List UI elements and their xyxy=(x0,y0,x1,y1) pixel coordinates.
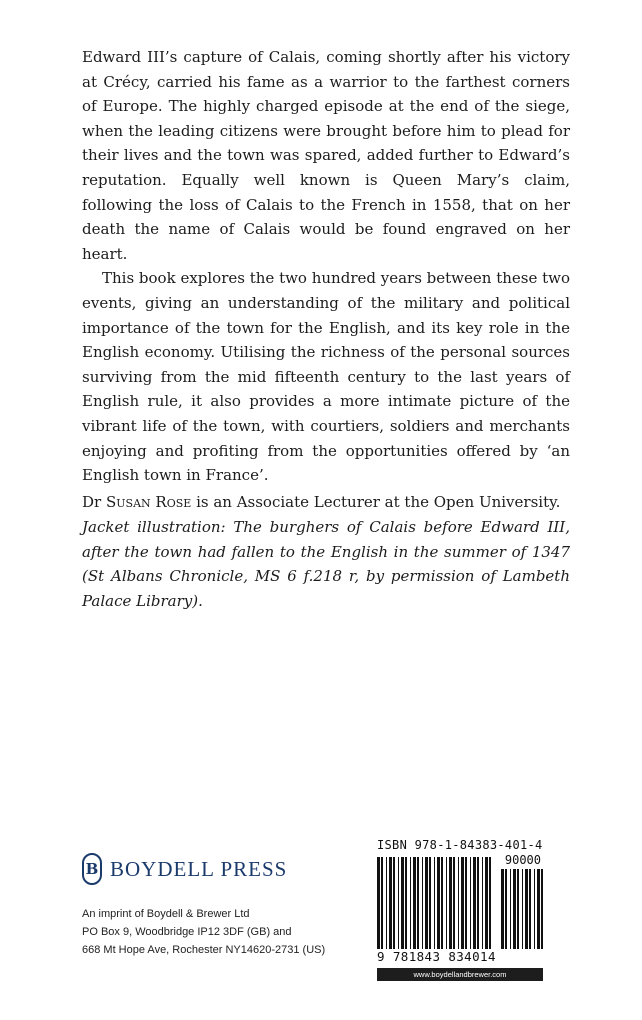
blurb-paragraph-2: This book explores the two hundred years between these two events, giving an understanding of the military and political importance of the town for the English, and its key role in the English economy. Utilising the richness of the personal sources surviving from the mid fifteenth century to the last years of English rule, it also provides a more intimate picture of the vibrant life of the town, with courtiers, soldiers and merchants enjoying and profiting from the opportunities offered by ‘an English town in France’. xyxy=(82,269,570,485)
barcode-bar xyxy=(417,857,419,949)
jacket-illustration-credit: Jacket illustration: The burghers of Calais before Edward III, after the town had fallen to the English in the summer of 1347 (St Albans Chronicle, MS 6 f.218 r, by permission of Lambeth Palace Library). xyxy=(82,518,570,611)
barcode-bar xyxy=(522,869,523,949)
imprint-line-1: An imprint of Boydell & Brewer Ltd xyxy=(82,908,250,920)
barcode-bar xyxy=(434,857,435,949)
barcode-bar xyxy=(517,869,519,949)
barcode-bar xyxy=(381,857,383,949)
barcode-bar xyxy=(534,869,535,949)
barcode-bar xyxy=(425,857,428,949)
imprint-line-3: 668 Mt Hope Ave, Rochester NY14620-2731 (US) xyxy=(82,944,326,956)
publisher-block xyxy=(82,853,342,959)
barcode-bar xyxy=(513,869,516,949)
barcode-bar xyxy=(441,857,443,949)
barcode-bar xyxy=(505,869,507,949)
barcode-addon-digits: 90000 xyxy=(504,853,541,867)
barcode-bar xyxy=(473,857,476,949)
barcode-bar xyxy=(470,857,471,949)
isbn-barcode xyxy=(377,838,543,981)
barcode-ean-digits: 9 781843 834014 xyxy=(377,949,496,964)
author-bio-text: is an Associate Lecturer at the Open University. xyxy=(196,492,561,511)
barcode-bar xyxy=(461,857,464,949)
publisher-logo-line xyxy=(82,853,342,885)
barcode-bar xyxy=(437,857,440,949)
blurb-paragraph-1: Edward III’s capture of Calais, coming shortly after his victory at Crécy, carried his fame as a warrior to the farthest corners of Europe. The highly charged episode at the end of the siege, when the leading citizens were brought before him to plead for their lives and the town was spared, added further to Edward’s reputation. Equally well known is Queen Mary’s claim, following the loss of Calais to the French in 1558, that on her death the name of Calais would be found engraved on her heart. xyxy=(82,48,570,263)
barcode-bar xyxy=(398,857,399,949)
barcode-bar xyxy=(413,857,416,949)
barcode-bar xyxy=(489,857,491,949)
author-prefix: Dr xyxy=(82,492,102,511)
boydell-logo-icon xyxy=(82,853,102,885)
barcode-graphic xyxy=(377,855,543,951)
barcode-bar xyxy=(393,857,395,949)
barcode-bar xyxy=(537,869,540,949)
barcode-bar xyxy=(389,857,392,949)
barcode-bar xyxy=(429,857,431,949)
barcode-bar xyxy=(501,869,504,949)
author-name: Susan Rose xyxy=(105,492,192,511)
barcode-bar xyxy=(446,857,447,949)
author-bio xyxy=(82,490,570,515)
barcode-bar xyxy=(529,869,531,949)
barcode-bars-row xyxy=(377,855,543,951)
logo-letter: B xyxy=(85,860,99,878)
barcode-bar xyxy=(465,857,467,949)
barcode-bar xyxy=(485,857,488,949)
barcode-bar xyxy=(401,857,404,949)
publisher-website: www.boydellandbrewer.com xyxy=(377,968,543,981)
back-cover-blurb xyxy=(82,45,570,614)
barcode-bar xyxy=(449,857,452,949)
isbn-label: ISBN 978-1-84383-401-4 xyxy=(377,838,543,852)
barcode-bar xyxy=(525,869,528,949)
barcode-bar xyxy=(410,857,411,949)
barcode-bar xyxy=(541,869,543,949)
barcode-bar xyxy=(458,857,459,949)
barcode-bar xyxy=(386,857,387,949)
barcode-bar xyxy=(510,869,511,949)
imprint-line-2: PO Box 9, Woodbridge IP12 3DF (GB) and xyxy=(82,926,292,938)
barcode-bar xyxy=(422,857,423,949)
barcode-bar xyxy=(377,857,380,949)
barcode-bar xyxy=(482,857,483,949)
barcode-bar xyxy=(477,857,479,949)
publisher-name: BOYDELL PRESS xyxy=(110,856,288,881)
barcode-bar xyxy=(453,857,455,949)
publisher-imprint xyxy=(82,905,342,959)
barcode-bar xyxy=(405,857,407,949)
